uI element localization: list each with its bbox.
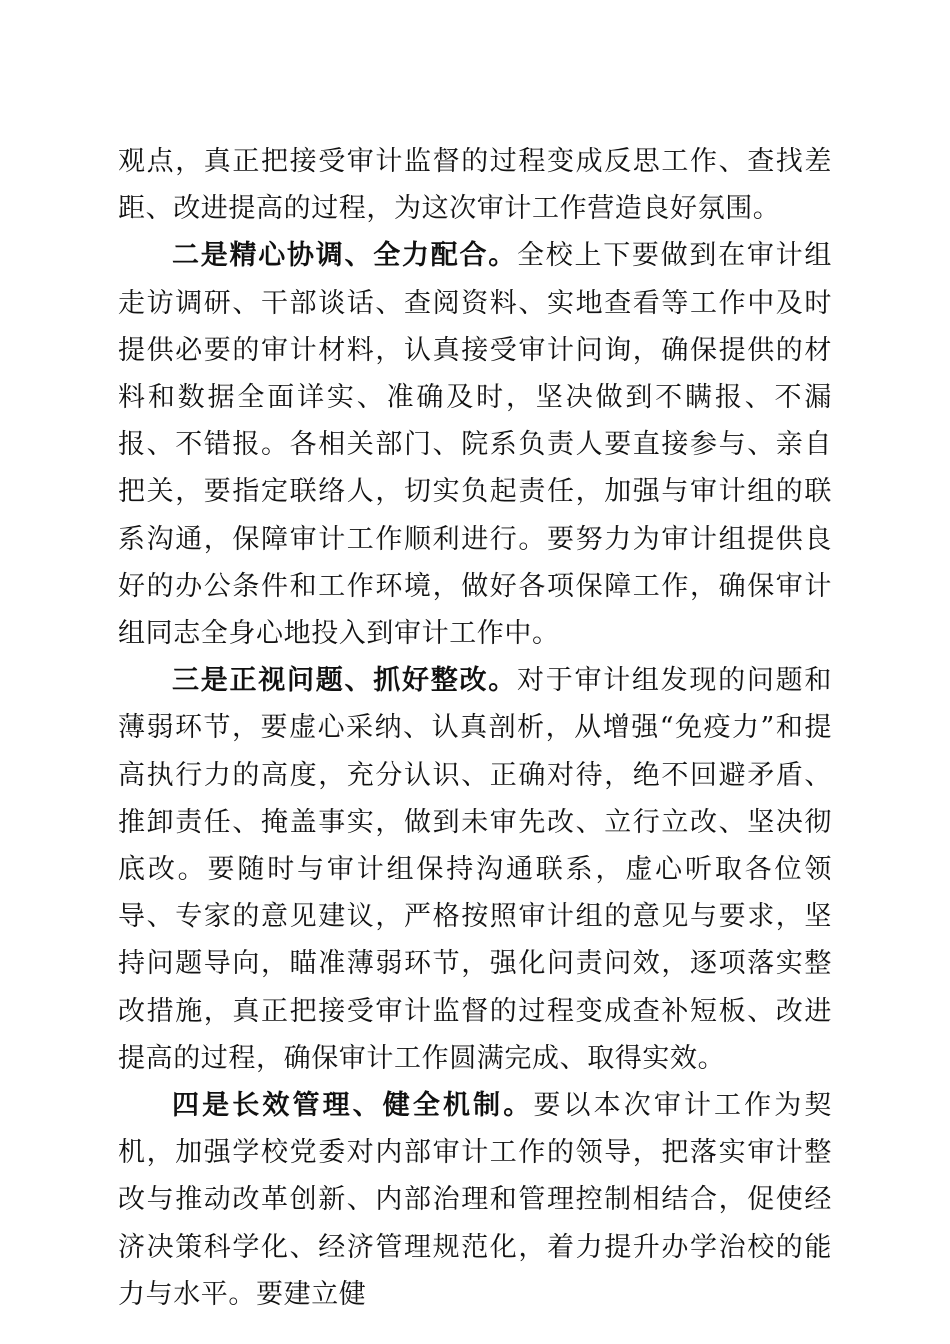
paragraph-text: 要以本次审计工作为契机，加强学校党委对内部审计工作的领导，把落实审计整改与推动改革创新、内部治理和管理控制相结合，促使经济决策科学化、经济管理规范化，着力提升办学治校的能力与水平。要建立健 — [118, 1090, 833, 1310]
paragraph-heading: 四是长效管理、健全机制。 — [172, 1090, 534, 1122]
document-body — [118, 138, 832, 1318]
paragraph-continuation — [118, 138, 832, 232]
paragraph-text: 全校上下要做到在审计组走访调研、干部谈话、查阅资料、实地查看等工作中及时提供必要的审计材料，认真接受审计问询，确保提供的材料和数据全面详实、准确及时，坚决做到不瞒报、不漏报、不错报。各相关部门、院系负责人要直接参与、亲自把关，要指定联络人，切实负起责任，加强与审计组的联系沟通，保障审计工作顺利进行。要努力为审计组提供良好的办公条件和工作环境，做好各项保障工作，确保审计组同志全身心地投入到审计工作中。 — [118, 240, 833, 650]
paragraph-rectification — [118, 657, 832, 1082]
paragraph-text: 观点，真正把接受审计监督的过程变成反思工作、查找差距、改进提高的过程，为这次审计工作营造良好氛围。 — [118, 146, 832, 225]
paragraph-heading: 二是精心协调、全力配合。 — [172, 240, 517, 272]
paragraph-text: 对于审计组发现的问题和薄弱环节，要虚心采纳、认真剖析，从增强“免疫力”和提高执行力的高度，充分认识、正确对待，绝不回避矛盾、推卸责任、掩盖事实，做到未审先改、立行立改、坚决彻底改。要随时与审计组保持沟通联系，虚心听取各位领导、专家的意见建议，严格按照审计组的意见与要求，坚持问题导向，瞄准薄弱环节，强化问责问效，逐项落实整改措施，真正把接受审计监督的过程变成查补短板、改进提高的过程，确保审计工作圆满完成、取得实效。 — [118, 665, 833, 1074]
paragraph-heading: 三是正视问题、抓好整改。 — [172, 665, 517, 697]
paragraph-mechanism — [118, 1082, 832, 1318]
paragraph-coordination — [118, 232, 832, 657]
